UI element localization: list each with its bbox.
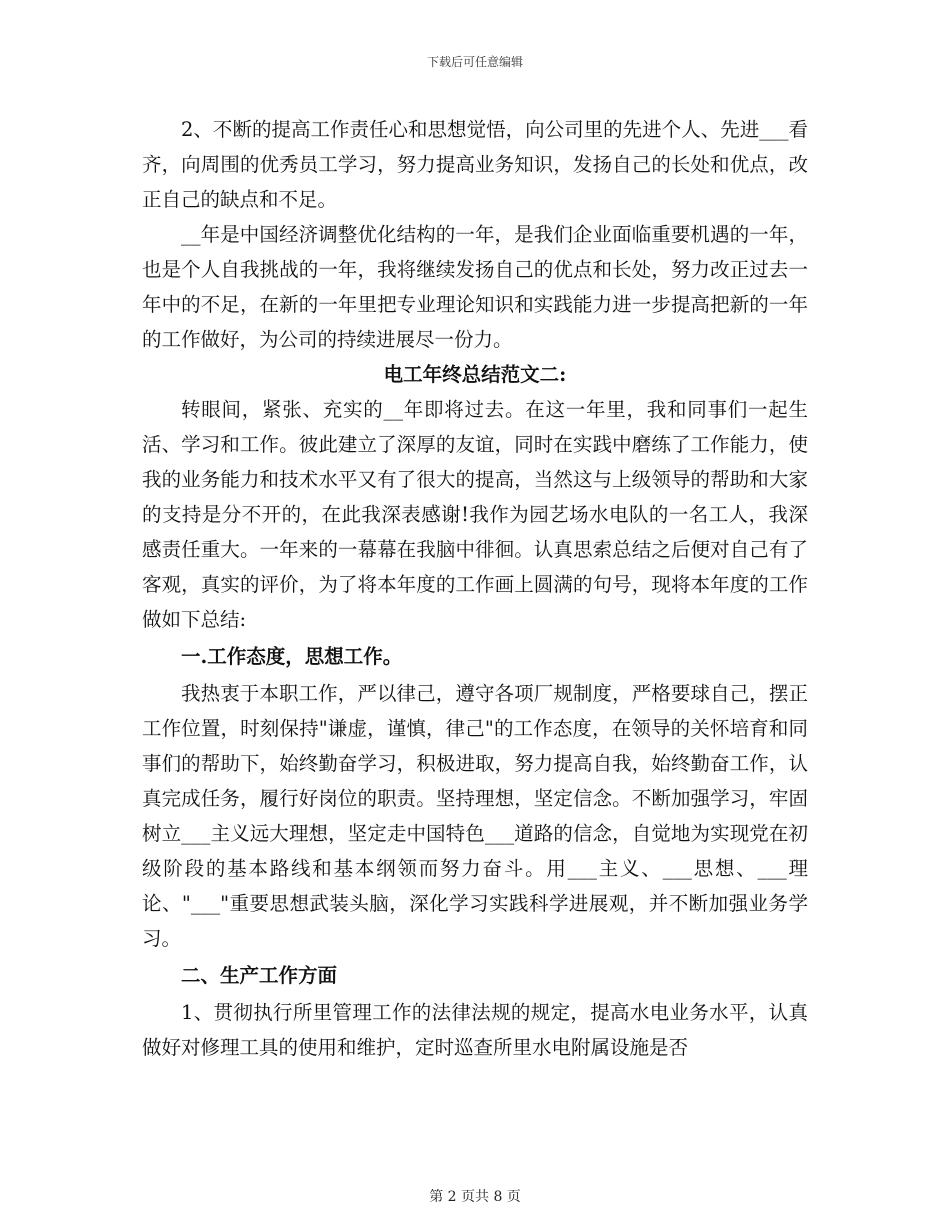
- paragraph-2: __年是中国经济调整优化结构的一年，是我们企业面临重要机遇的一年，也是个人自我挑战的一年，我将继续发扬自己的优点和长处，努力改正过去一年中的不足，在新的一年里把专业理论知识和实践能力进一步提高把新的一年的工作做好，为公司的持续进展尽一份力。: [142, 223, 808, 351]
- document-body: [142, 112, 808, 1065]
- heading-work-attitude: 一.工作态度，思想工作。: [181, 645, 403, 668]
- paragraph-3: 转眼间，紧张、充实的__年即将过去。在这一年里，我和同事们一起生活、学习和工作。彼此建立了深厚的友谊，同时在实践中磨练了工作能力，使我的业务能力和技术水平又有了很大的提高，当然这与上级领导的帮助和大家的支持是分不开的，在此我深表感谢!我作为园艺场水电队的一名工人，我深感责任重大。一年来的一幕幕在我脑中徘徊。认真思索总结之后便对自己有了客观，真实的评价，为了将本年度的工作画上圆满的句号，现将本年度的工作做如下总结:: [142, 398, 808, 631]
- page-header: 下载后可任意编辑: [426, 55, 523, 69]
- heading-production-work: 二、生产工作方面: [181, 964, 338, 987]
- paragraph-1: 2、不断的提高工作责任心和思想觉悟，向公司里的先进个人、先进___看齐，向周围的优秀员工学习，努力提高业务知识，发扬自己的长处和优点，改正自己的缺点和不足。: [142, 118, 808, 211]
- section-title-2: 电工年终总结范文二:: [383, 363, 567, 386]
- paragraph-4: 我热衷于本职工作，严以律己，遵守各项厂规制度，严格要球自己，摆正工作位置，时刻保持"谦虚，谨慎，律己"的工作态度，在领导的关怀培育和同事们的帮助下，始终勤奋学习，积极进取，努力提高自我，始终勤奋工作，认真完成任务，履行好岗位的职责。坚持理想，坚定信念。不断加强学习，牢固树立___主义远大理想，坚定走中国特色___道路的信念，自觉地为实现党在初级阶段的基本路线和基本纲领而努力奋斗。用___主义、___思想、___理论、"___"重要思想武装头脑，深化学习实践科学进展观，并不断加强业务学习。: [142, 682, 808, 950]
- page-footer: 第 2 页共 8 页: [429, 1189, 521, 1205]
- paragraph-5: 1、贯彻执行所里管理工作的法律法规的规定，提高水电业务水平，认真做好对修理工具的使用和维护，定时巡查所里水电附属设施是否: [142, 1001, 808, 1059]
